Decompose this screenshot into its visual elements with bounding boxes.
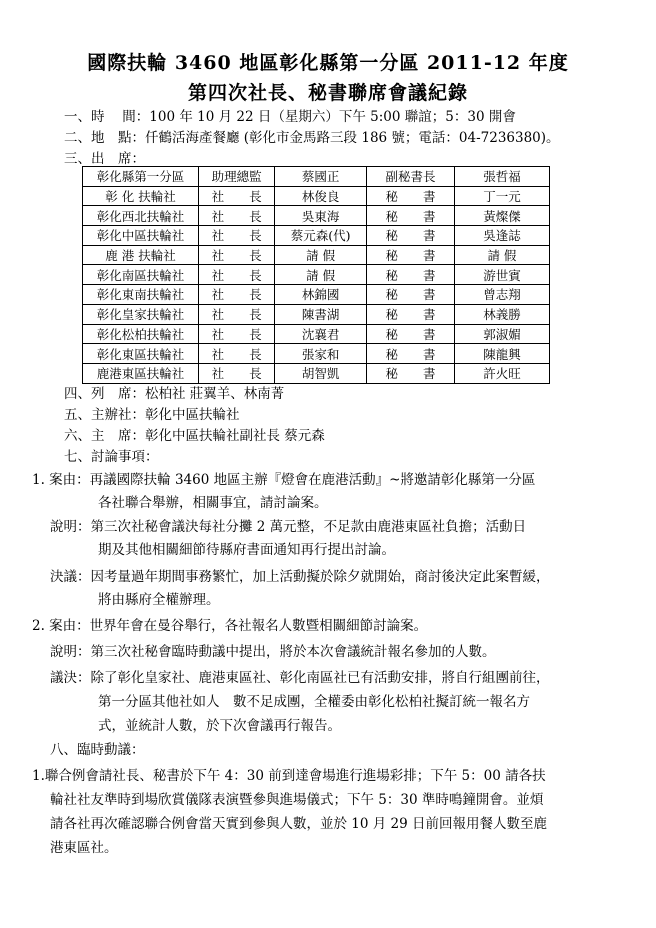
attendance-row xyxy=(83,226,550,246)
attendance-heading: 三、出 席： xyxy=(64,151,145,167)
attendance-cell-person-1: 林錦國 xyxy=(275,285,367,305)
attendance-cell-role-2: 秘 書 xyxy=(367,226,455,246)
case1-subject-cont: 各社聯合舉辦，相關事宜，請討論案。 xyxy=(98,495,328,511)
attendance-cell-role-1: 社 長 xyxy=(199,265,275,285)
attendance-cell-role-2: 秘 書 xyxy=(367,324,455,344)
attendance-cell-role-2: 秘 書 xyxy=(367,304,455,324)
attendance-cell-role-1: 社 長 xyxy=(199,304,275,324)
motion1-line2: 輪社社友準時到場欣賞儀隊表演暨參與進場儀式；下午 5：30 準時鳴鐘開會。並煩 xyxy=(50,792,544,808)
attendance-cell-person-1: 陳書湖 xyxy=(275,304,367,324)
case2-subject: 2. 案由：世界年會在曼谷舉行，各社報名人數暨相關細節討論案。 xyxy=(32,618,428,634)
motion1-line4: 港東區社。 xyxy=(50,840,118,856)
case1-explanation: 說明：第三次社秘會議決每社分攤 2 萬元整，不足款由鹿港東區社負擔；活動日 xyxy=(50,519,527,535)
attendance-cell-person-2: 丁一元 xyxy=(454,186,549,206)
attendance-row xyxy=(83,363,550,383)
document-title-line2: 第四次社長、秘書聯席會議紀錄 xyxy=(187,82,468,104)
case1-resolution: 決議：因考量過年期間事務繁忙，加上活動擬於除夕就開始，商討後決定此案暫緩， xyxy=(50,569,550,585)
discussion-heading: 七、討論事項： xyxy=(64,449,159,465)
attendance-cell-club-name: 鹿 港 扶輪社 xyxy=(83,245,199,265)
attendance-cell-person-1: 林俊良 xyxy=(275,186,367,206)
attendance-cell-role-1: 社 長 xyxy=(199,344,275,364)
meeting-place: 二、地 點：仟鶴活海產餐廳 (彰化市金馬路三段 186 號；電話：04-7236380)。 xyxy=(64,130,560,146)
attendance-cell-role-1: 社 長 xyxy=(199,363,275,383)
attendance-cell-person-2: 陳龍興 xyxy=(454,344,549,364)
attendance-cell-role-1: 社 長 xyxy=(199,186,275,206)
host-club-line: 五、主辦社：彰化中區扶輪社 xyxy=(64,407,240,423)
attendance-cell-person-1: 請 假 xyxy=(275,265,367,285)
attendance-cell-role-2: 秘 書 xyxy=(367,186,455,206)
attendance-cell-person-1: 蔡元森(代) xyxy=(275,226,367,246)
attendance-cell-person-2: 黃燦傑 xyxy=(454,206,549,226)
attendance-cell-person-2: 許火旺 xyxy=(454,363,549,383)
attendance-cell-person-1: 吳東海 xyxy=(275,206,367,226)
attendance-cell-person-2: 請 假 xyxy=(454,245,549,265)
attendance-cell-club-name: 彰化南區扶輪社 xyxy=(83,265,199,285)
attendance-cell-role-1: 助理總監 xyxy=(199,167,275,187)
attendance-cell-person-1: 請 假 xyxy=(275,245,367,265)
motion1-line3: 請各社再次確認聯合例會當天實到參與人數，並於 10 月 29 日前回報用餐人數至鹿 xyxy=(50,816,548,832)
document-title-line1: 國際扶輪 3460 地區彰化縣第一分區 2011-12 年度 xyxy=(87,52,569,74)
case2-resolution: 議決：除了彰化皇家社、鹿港東區社、彰化南區社已有活動安排，將自行組團前往， xyxy=(50,670,550,686)
attendance-cell-person-1: 張家和 xyxy=(275,344,367,364)
attendance-cell-role-2: 秘 書 xyxy=(367,363,455,383)
motions-heading: 八、臨時動議： xyxy=(50,742,145,758)
attendance-cell-person-2: 郭淑媚 xyxy=(454,324,549,344)
attendance-cell-club-name: 彰 化 扶輪社 xyxy=(83,186,199,206)
attendance-cell-role-1: 社 長 xyxy=(199,285,275,305)
attendance-cell-role-2: 秘 書 xyxy=(367,206,455,226)
attendance-cell-role-1: 社 長 xyxy=(199,226,275,246)
attendance-cell-person-2: 游世賓 xyxy=(454,265,549,285)
attendance-cell-role-1: 社 長 xyxy=(199,206,275,226)
attendance-cell-club-name: 彰化東區扶輪社 xyxy=(83,344,199,364)
attendance-cell-club-name: 彰化東南扶輪社 xyxy=(83,285,199,305)
case1-resolution-cont: 將由縣府全權辦理。 xyxy=(98,592,220,608)
attendance-row xyxy=(83,206,550,226)
attendance-cell-person-2: 林義勝 xyxy=(454,304,549,324)
meeting-time: 一、時 間：100 年 10 月 22 日（星期六）下午 5:00 聯誼；5：30 開會 xyxy=(64,109,516,125)
attendance-cell-club-name: 彰化中區扶輪社 xyxy=(83,226,199,246)
attendance-cell-club-name: 彰化皇家扶輪社 xyxy=(83,304,199,324)
attendance-cell-person-1: 沈襄君 xyxy=(275,324,367,344)
attendance-row xyxy=(83,186,550,206)
attendance-row xyxy=(83,304,550,324)
attendance-cell-role-2: 秘 書 xyxy=(367,265,455,285)
case2-resolution-cont2: 式，並統計人數，於下次會議再行報告。 xyxy=(98,718,341,734)
attendance-row xyxy=(83,285,550,305)
attendance-cell-club-name: 彰化西北扶輪社 xyxy=(83,206,199,226)
observers-line: 四、列 席：松柏社 莊翼羊、林南菁 xyxy=(64,386,285,402)
attendance-row xyxy=(83,344,550,364)
attendance-row xyxy=(83,324,550,344)
attendance-row xyxy=(83,245,550,265)
attendance-cell-club-name: 彰化縣第一分區 xyxy=(83,167,199,187)
attendance-row xyxy=(83,265,550,285)
attendance-cell-person-1: 蔡國正 xyxy=(275,167,367,187)
attendance-cell-person-2: 張哲福 xyxy=(454,167,549,187)
attendance-cell-person-2: 曾志翔 xyxy=(454,285,549,305)
attendance-cell-person-1: 胡智凱 xyxy=(275,363,367,383)
attendance-table xyxy=(82,166,550,384)
motion1-line1: 1.聯合例會請社長、秘書於下午 4：30 前到達會場進行進場彩排；下午 5：00 請各扶 xyxy=(32,768,546,784)
attendance-cell-role-2: 秘 書 xyxy=(367,344,455,364)
case2-explanation: 說明：第三次社秘會臨時動議中提出，將於本次會議統計報名參加的人數。 xyxy=(50,644,496,660)
attendance-cell-role-2: 秘 書 xyxy=(367,285,455,305)
case1-subject: 1. 案由：再議國際扶輪 3460 地區主辦『燈會在鹿港活動』~將邀請彰化縣第一分區 xyxy=(32,472,536,488)
attendance-cell-person-2: 吳逢誌 xyxy=(454,226,549,246)
attendance-cell-role-2: 副秘書長 xyxy=(367,167,455,187)
attendance-row xyxy=(83,167,550,187)
case1-explanation-cont: 期及其他相關細節待縣府書面通知再行提出討論。 xyxy=(98,542,395,558)
chair-line: 六、主 席：彰化中區扶輪社副社長 蔡元森 xyxy=(64,428,325,444)
attendance-cell-club-name: 鹿港東區扶輪社 xyxy=(83,363,199,383)
attendance-cell-role-1: 社 長 xyxy=(199,245,275,265)
attendance-cell-role-1: 社 長 xyxy=(199,324,275,344)
attendance-cell-club-name: 彰化松柏扶輪社 xyxy=(83,324,199,344)
case2-resolution-cont1: 第一分區其他社如人 數不足成團，全權委由彰化松柏社擬訂統一報名方 xyxy=(98,694,530,710)
attendance-cell-role-2: 秘 書 xyxy=(367,245,455,265)
